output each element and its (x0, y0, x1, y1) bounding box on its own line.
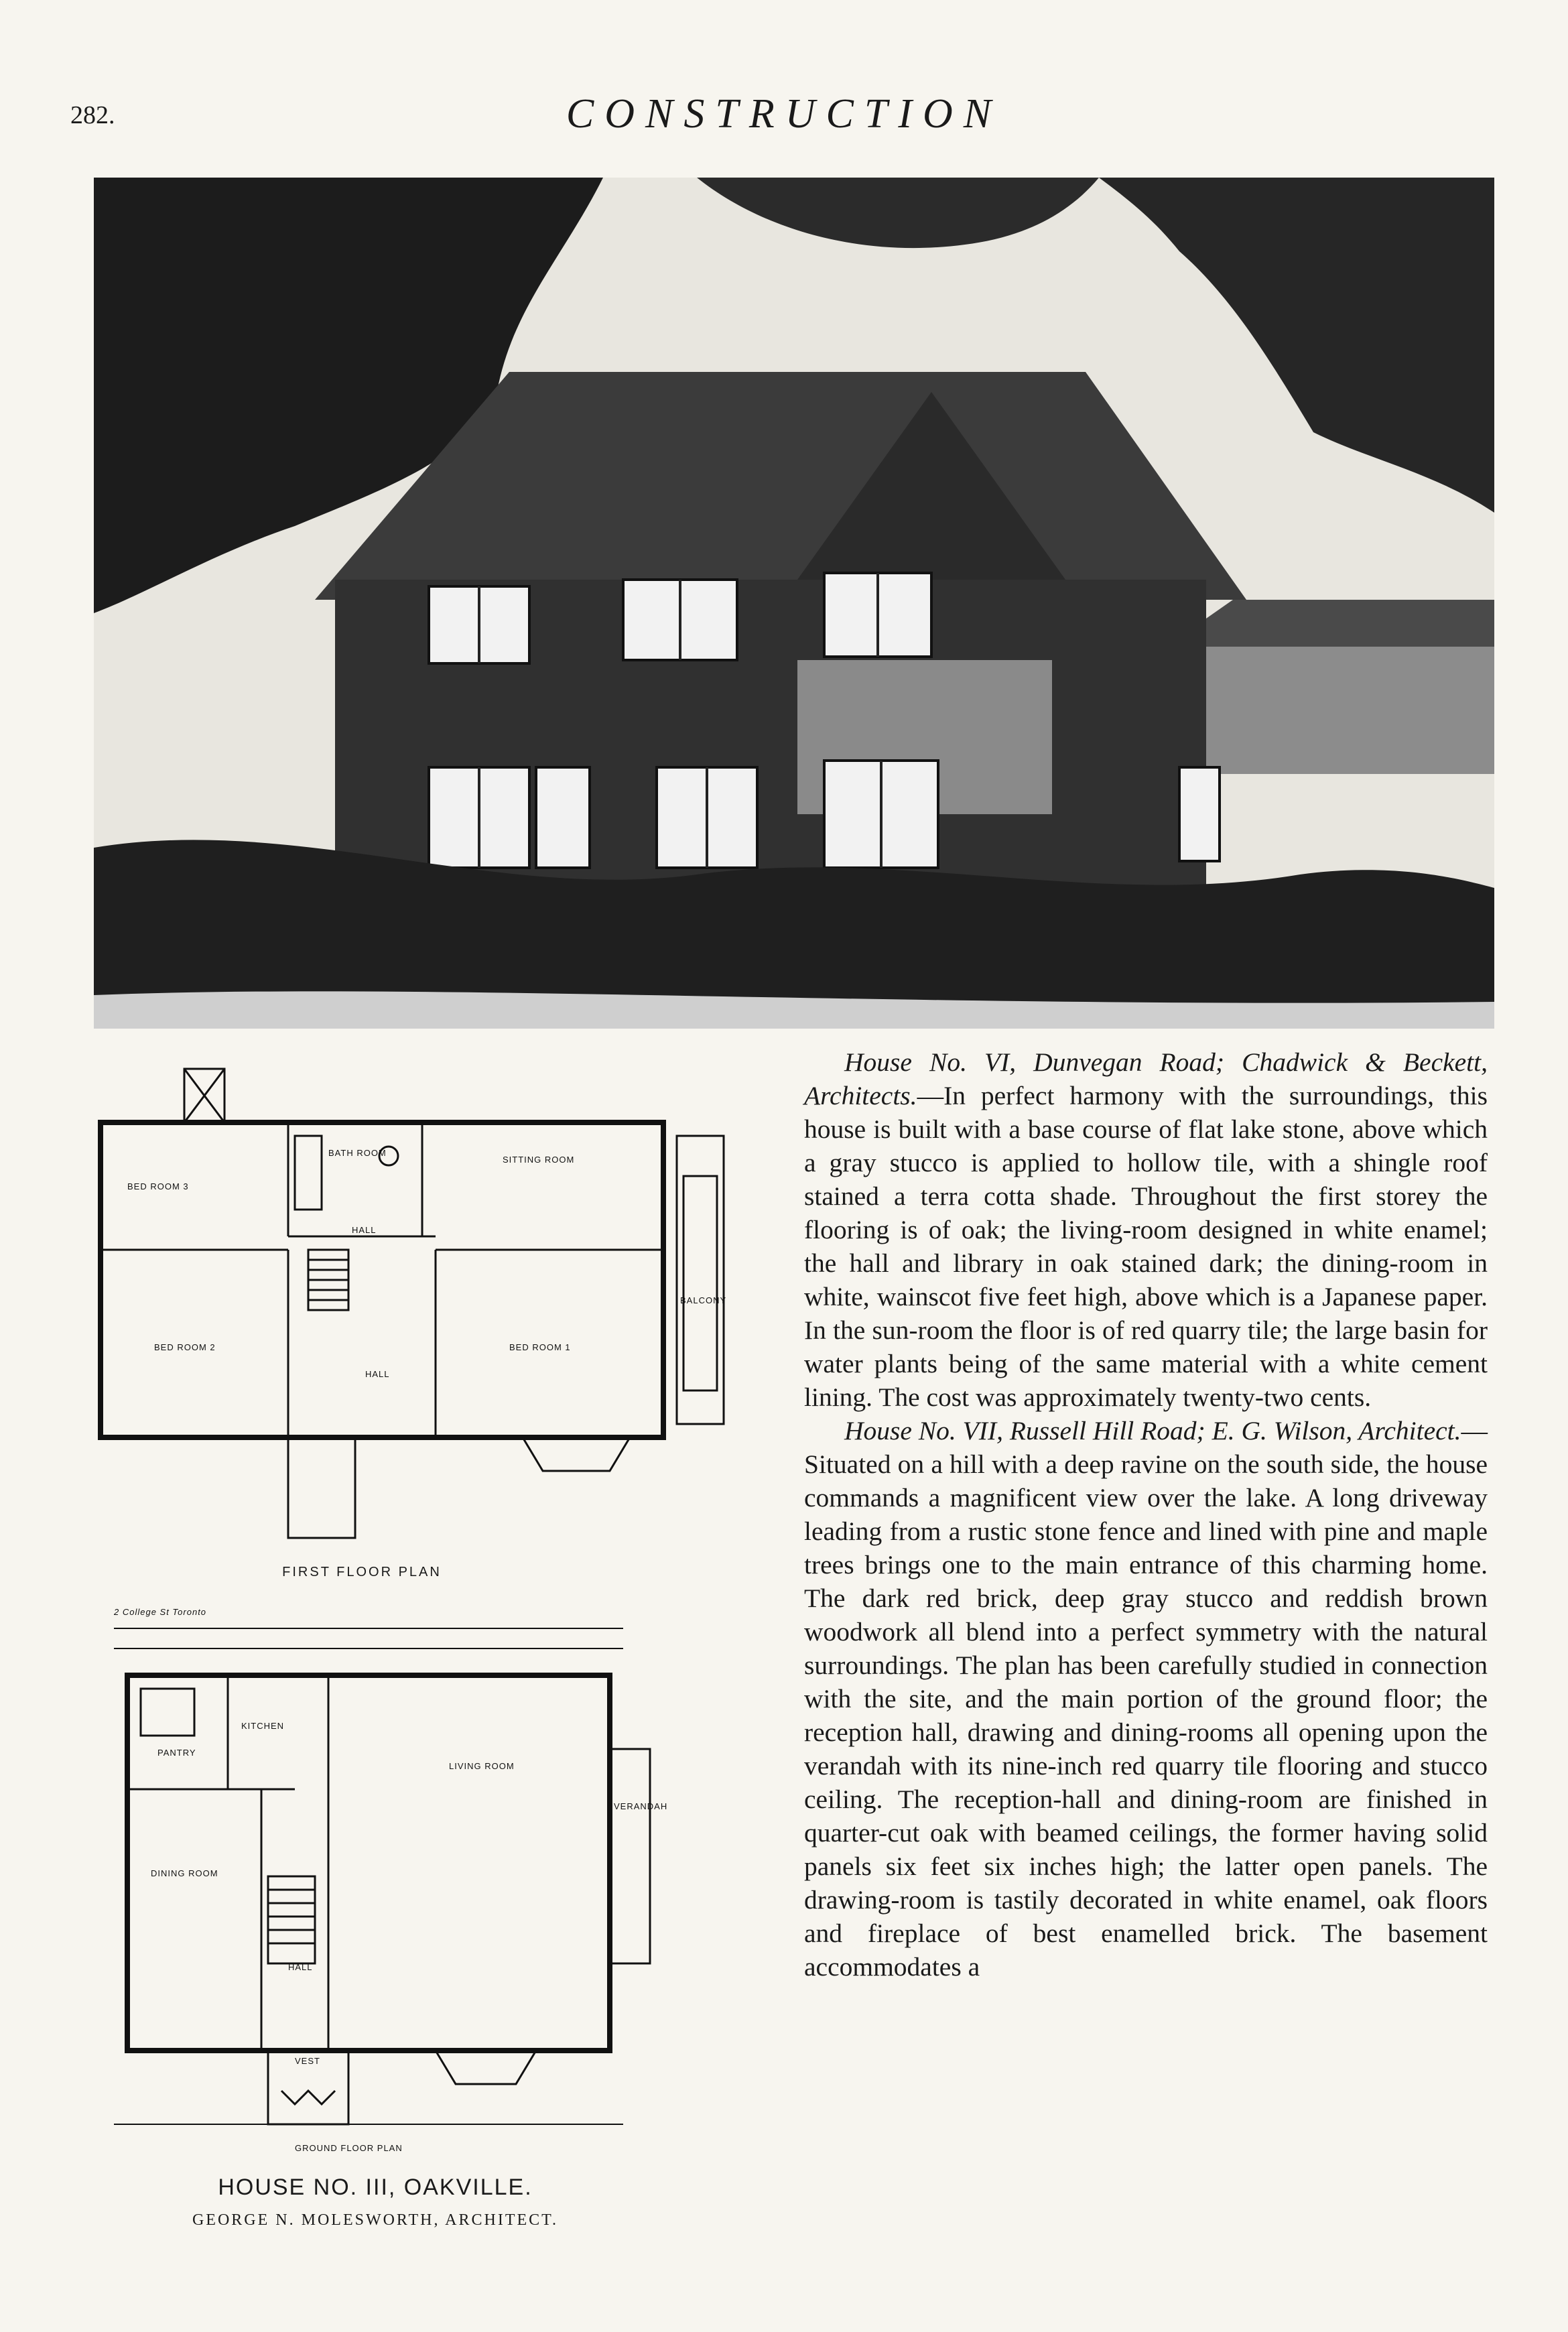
figure-caption-credit: GEORGE N. MOLESWORTH, ARCHITECT. (192, 2211, 559, 2229)
page-number: 282. (70, 101, 115, 129)
paragraph-house-vi-lead: House No. VI, Dunvegan Road; Chadwick & Beckett, Architects. (804, 1047, 1488, 1110)
upper-hall-label: HALL (352, 1225, 377, 1235)
paragraph-house-vii-body: —Situated on a hill with a deep ravine on the south side, the house commands a magnificent view over the lake. A long driveway leading from a rustic stone fence and lined with pine and maple trees brings one to the main entrance of this charming home. The dark red brick, deep gray stucco and reddish brown woodwork all blend into a perfect symmetry with the natural surroundings. The plan has been carefully studied in connection with the site, and the main portion of the ground floor; the reception hall, drawing and dining-rooms all opening upon the verandah with its nine-inch red quarry tile flooring and stucco ceiling. The reception-hall and dining-room are finished in quarter-cut oak with beamed ceilings, the former having solid panels six feet six inches high; the latter open panels. The drawing-room is tastily decorated in white enamel, oak floors and fireplace of best enamelled brick. The basement accommodates a (804, 1416, 1488, 1982)
paragraph-house-vi (804, 1045, 1488, 1414)
ground-plan-note: 2 College St Toronto (114, 1607, 207, 1617)
bed-room-2-label: BED ROOM 2 (154, 1342, 216, 1352)
running-title: CONSTRUCTION (566, 91, 1002, 137)
bed-room-1-label: BED ROOM 1 (509, 1342, 571, 1352)
verandah-label: VERANDAH (614, 1801, 668, 1811)
paragraph-house-vii (804, 1414, 1488, 1984)
bath-room-label: BATH ROOM (328, 1148, 387, 1158)
kitchen-label: KITCHEN (241, 1721, 285, 1731)
living-room-label: LIVING ROOM (449, 1761, 515, 1771)
balcony-label: BALCONY (680, 1295, 727, 1305)
house-photograph (94, 178, 1494, 1029)
vest-label: VEST (295, 2056, 320, 2066)
paragraph-house-vi-body: —In perfect harmony with the surroundings, this house is built with a base course of flat lake stone, above which a gray stucco is applied to hollow tile, with a shingle roof stained a terra cotta shade. Throughout the first storey the flooring is of oak; the living-room designed in white enamel; the hall and library in oak stained dark; the dining-room in white, wainscot five feet high, above which is a Japanese paper. In the sun-room the floor is of red quarry tile; the large basin for water plants being of the same material with a white cement lining. The cost was approximately twenty-two cents. (804, 1081, 1488, 1412)
bed-room-3-label: BED ROOM 3 (127, 1181, 189, 1191)
article-text (804, 1045, 1488, 1984)
ground-hall-label: HALL (288, 1962, 313, 1972)
first-floor-plan-caption: FIRST FLOOR PLAN (282, 1565, 442, 1579)
hall-label: HALL (365, 1369, 390, 1379)
ground-floor-plan-caption: GROUND FLOOR PLAN (295, 2143, 403, 2153)
pantry-label: PANTRY (157, 1748, 196, 1758)
figure-caption-title: HOUSE NO. III, OAKVILLE. (218, 2175, 533, 2200)
ground-floor-plan (101, 1595, 677, 2198)
sitting-room-label: SITTING ROOM (503, 1155, 575, 1165)
first-floor-plan (87, 1049, 737, 1551)
dining-room-label: DINING ROOM (151, 1868, 218, 1878)
paragraph-house-vii-lead: House No. VII, Russell Hill Road; E. G. Wilson, Architect. (844, 1416, 1461, 1445)
